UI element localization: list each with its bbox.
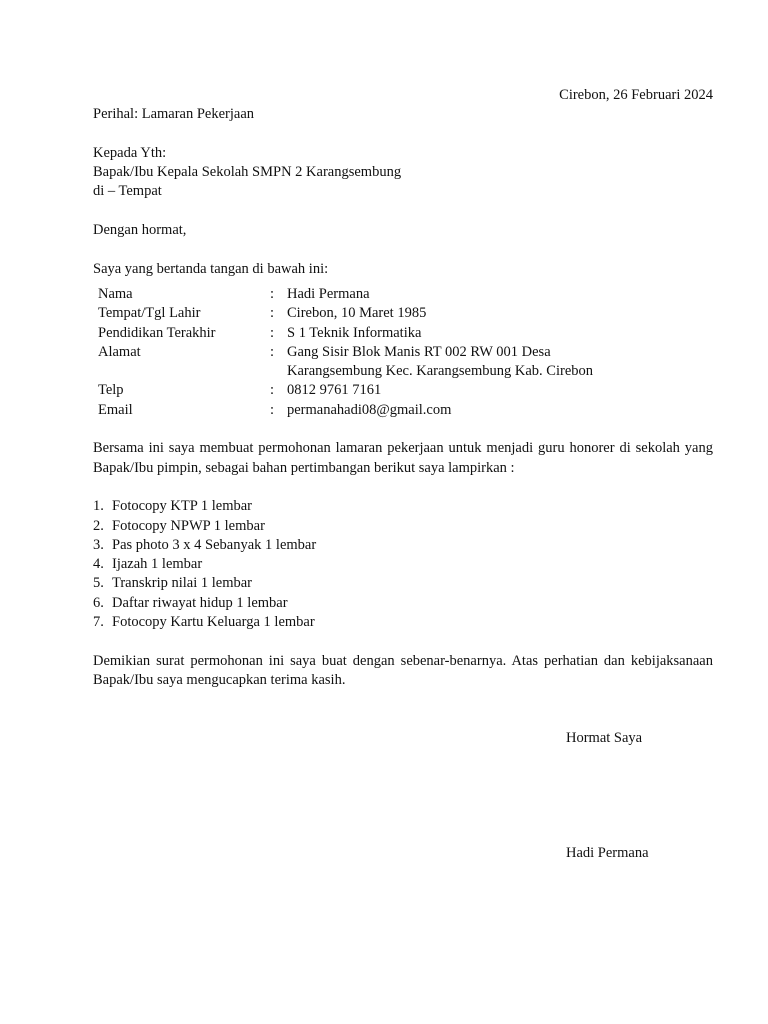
identity-row <box>98 401 593 420</box>
list-text: Transkrip nilai 1 lembar <box>112 575 253 592</box>
signer-name: Hadi Permana <box>566 845 649 862</box>
spacer <box>93 240 713 259</box>
list-number: 7. <box>93 614 104 631</box>
identity-row <box>98 304 593 323</box>
identity-table <box>98 285 593 420</box>
recipient-line-2: Bapak/Ibu Kepala Sekolah SMPN 2 Karangsembung <box>93 164 402 181</box>
recipient-line-3: di – Tempat <box>93 183 162 200</box>
identity-colon: : <box>270 324 275 341</box>
list-item <box>93 517 713 536</box>
identity-colon: : <box>270 305 275 322</box>
subject-line: Perihal: Lamaran Pekerjaan <box>93 106 255 123</box>
address-line-2: Karangsembung Kec. Karangsembung Kab. Cirebon <box>287 363 594 380</box>
list-number: 6. <box>93 594 104 611</box>
address-line-1: Gang Sisir Blok Manis RT 002 RW 001 Desa <box>287 343 551 360</box>
list-number: 1. <box>93 498 104 515</box>
place-date: Cirebon, 26 Februari 2024 <box>559 87 713 103</box>
attachment-list <box>93 497 713 632</box>
salutation: Dengan hormat, <box>93 222 187 239</box>
identity-value <box>287 343 593 382</box>
identity-label: Tempat/Tgl Lahir <box>98 305 201 322</box>
spacer <box>93 478 713 497</box>
list-text: Fotocopy NPWP 1 lembar <box>112 517 265 534</box>
identity-label: Pendidikan Terakhir <box>98 324 216 341</box>
spacer <box>93 690 713 709</box>
body-paragraph: Bersama ini saya membuat permohonan lamaran pekerjaan untuk menjadi guru honorer di sekolah yang Bapak/Ibu pimpin, sebagai bahan pertimbangan berikut saya lampirkan : <box>93 440 713 476</box>
identity-value: 0812 9761 7161 <box>287 382 382 399</box>
spacer <box>93 632 713 651</box>
identity-colon: : <box>270 343 275 360</box>
list-text: Daftar riwayat hidup 1 lembar <box>112 594 288 611</box>
list-number: 5. <box>93 575 104 592</box>
identity-value: Cirebon, 10 Maret 1985 <box>287 305 427 322</box>
list-text: Ijazah 1 lembar <box>112 556 203 573</box>
identity-value: permanahadi08@gmail.com <box>287 401 452 418</box>
identity-label: Alamat <box>98 343 141 360</box>
list-text: Fotocopy Kartu Keluarga 1 lembar <box>112 614 315 631</box>
list-number: 2. <box>93 517 104 534</box>
list-item <box>93 574 713 593</box>
list-item <box>93 497 713 516</box>
identity-label: Nama <box>98 285 133 302</box>
spacer <box>93 125 713 144</box>
recipient-block <box>93 144 713 202</box>
list-number: 4. <box>93 556 104 573</box>
identity-value: Hadi Permana <box>287 285 370 302</box>
identity-row <box>98 381 593 400</box>
signature-space <box>93 748 713 844</box>
identity-label: Telp <box>98 382 124 399</box>
identity-value: S 1 Teknik Informatika <box>287 324 422 341</box>
identity-colon: : <box>270 285 275 302</box>
identity-row <box>98 324 593 343</box>
identity-colon: : <box>270 382 275 399</box>
list-item <box>93 555 713 574</box>
letter-page <box>93 86 713 863</box>
list-text: Fotocopy KTP 1 lembar <box>112 498 253 515</box>
intro-line: Saya yang bertanda tangan di bawah ini: <box>93 260 329 277</box>
list-item <box>93 536 713 555</box>
spacer <box>93 710 713 729</box>
spacer <box>93 420 713 439</box>
identity-label: Email <box>98 401 133 418</box>
identity-colon: : <box>270 401 275 418</box>
list-number: 3. <box>93 536 104 553</box>
recipient-line-1: Kepada Yth: <box>93 144 167 161</box>
list-item <box>93 613 713 632</box>
identity-row <box>98 343 593 382</box>
closing-paragraph: Demikian surat permohonan ini saya buat dengan sebenar-benarnya. Atas perhatian dan kebijaksanaan Bapak/Ibu saya mengucapkan terima kasih. <box>93 652 713 688</box>
identity-row <box>98 285 593 304</box>
list-text: Pas photo 3 x 4 Sebanyak 1 lembar <box>112 536 317 553</box>
spacer <box>93 202 713 221</box>
list-item <box>93 594 713 613</box>
sign-off: Hormat Saya <box>566 729 643 746</box>
